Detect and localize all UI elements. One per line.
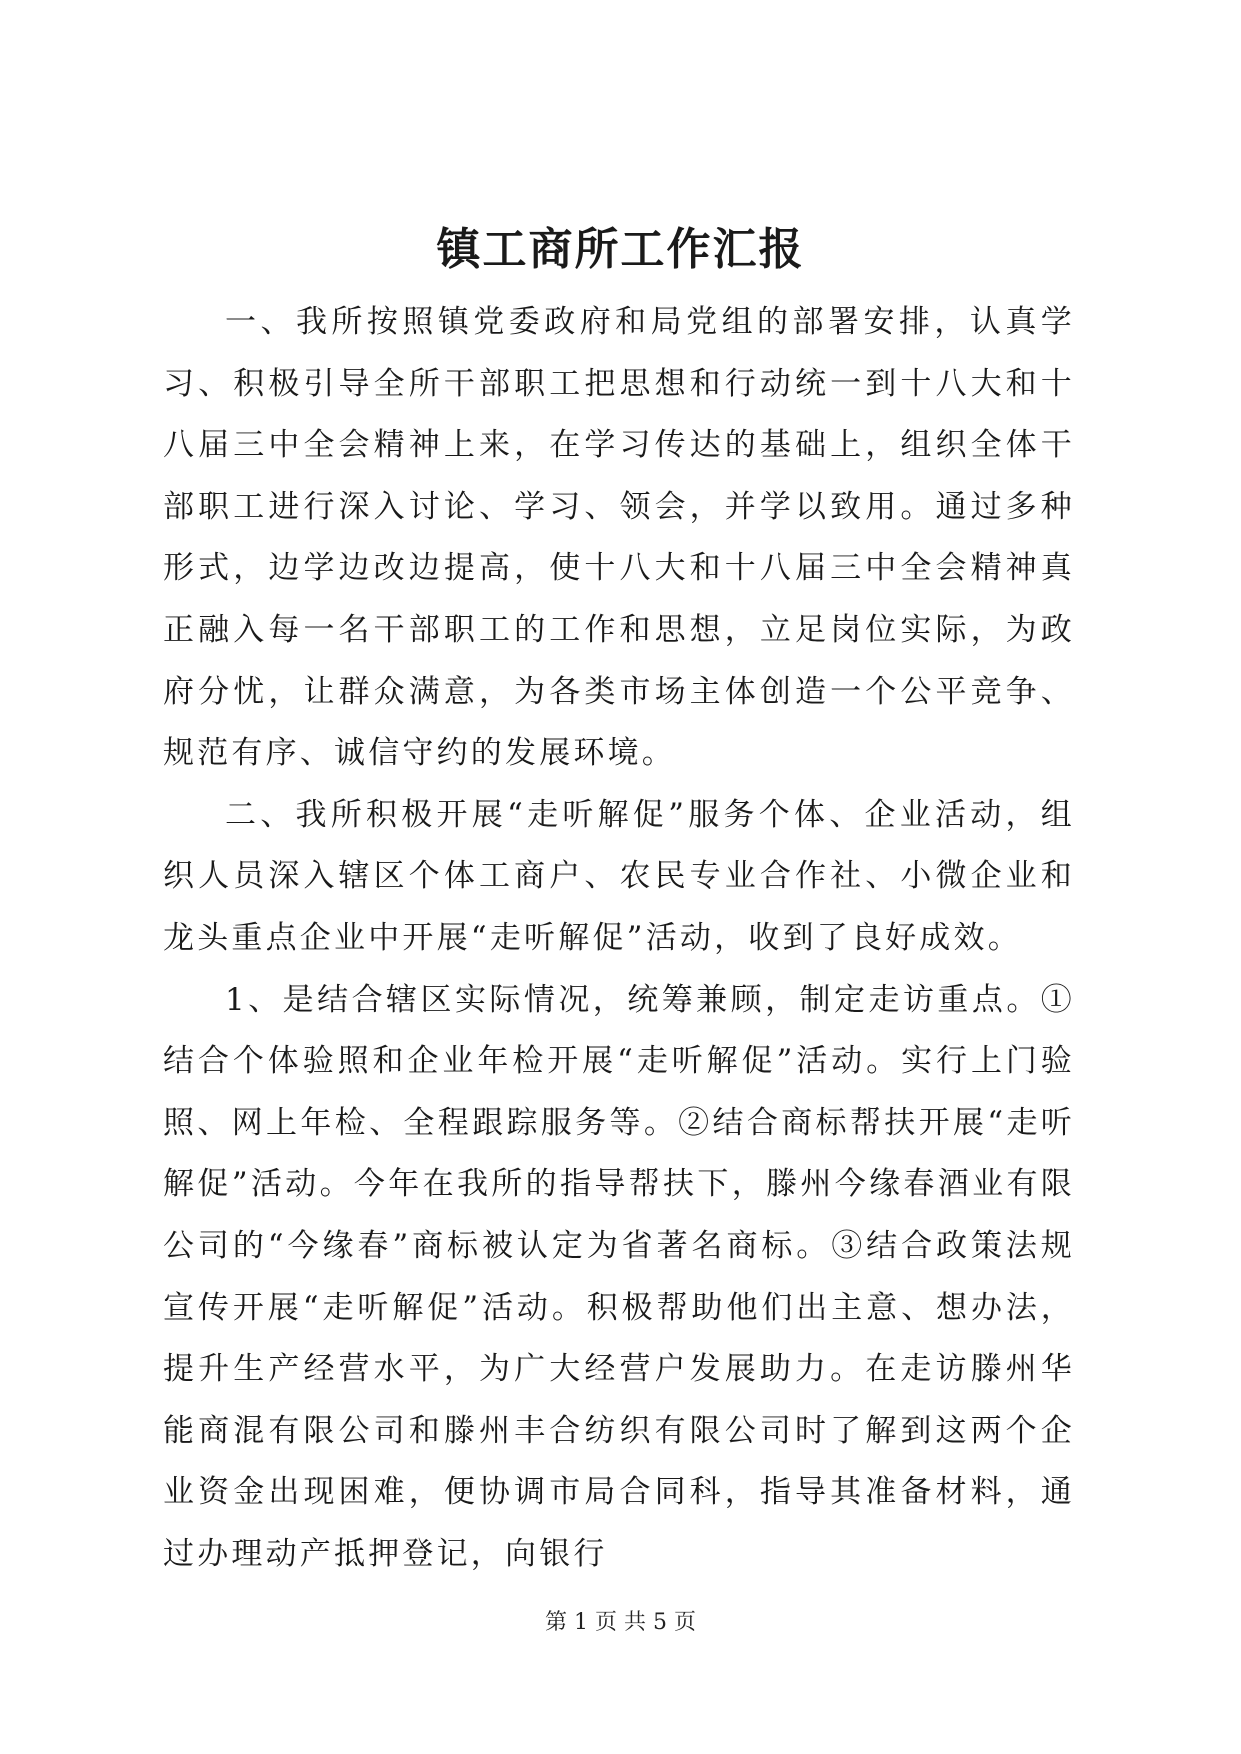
document-title: 镇工商所工作汇报 [436,224,805,275]
paragraph-2: 二、我所积极开展“走听解促”服务个体、企业活动，组织人员深入辖区个体工商户、农民专业合作社、小微企业和龙头重点企业中开展“走听解促”活动，收到了良好成效。 [163,796,1075,956]
page-number-footer: 第 1 页 共 5 页 [545,1610,696,1635]
paragraph-3: 1、是结合辖区实际情况，统筹兼顾，制定走访重点。①结合个体验照和企业年检开展“走听解促”活动。实行上门验照、网上年检、全程跟踪服务等。②结合商标帮扶开展“走听解促”活动。今年在我所的指导帮扶下，滕州今缘春酒业有限公司的“今缘春”商标被认定为省著名商标。③结合政策法规宣传开展“走听解促”活动。积极帮助他们出主意、想办法，提升生产经营水平，为广大经营户发展助力。在走访滕州华能商混有限公司和滕州丰合纺织有限公司时了解到这两个企业资金出现困难，便协调市局合同科，指导其准备材料，通过办理动产抵押登记，向银行 [163,981,1075,1572]
document-body [163,292,1075,1585]
paragraph-1: 一、我所按照镇党委政府和局党组的部署安排，认真学习、积极引导全所干部职工把思想和行动统一到十八大和十八届三中全会精神上来，在学习传达的基础上，组织全体干部职工进行深入讨论、学习、领会，并学以致用。通过多种形式，边学边改边提高，使十八大和十八届三中全会精神真正融入每一名干部职工的工作和思想，立足岗位实际，为政府分忧，让群众满意，为各类市场主体创造一个公平竞争、规范有序、诚信守约的发展环境。 [163,304,1075,772]
